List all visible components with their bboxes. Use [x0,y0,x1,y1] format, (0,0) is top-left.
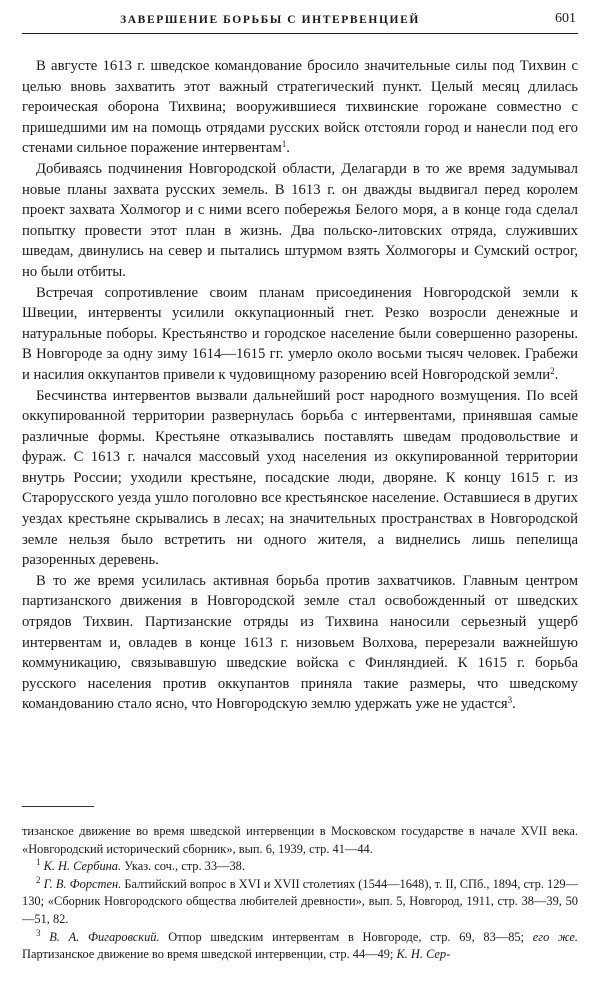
footnote-ref: 2 [550,365,555,376]
page-number: 601 [555,11,576,26]
footnote-text: Партизанское движение во время шведской интервенции, стр. 44—49; [22,947,394,962]
paragraph-text: Добиваясь подчинения Новгородской области, Делагарди в то же время задумывал новые планы захвата русских земель. В 1613 г. он дважды выдвигал перед королем проект захвата Холмогор и с ними всего побережья Белого моря, а в конце года сделал попытку провести этот план в жизнь. Два польско-литовских отряда, служивших шведам, двинулись на север и пытались штурмом взять Холмогоры и Сумский острог, но были отбиты. [22,160,578,280]
paragraph-text: В августе 1613 г. шведское командование бросило значительные силы под Тихвин с целью вновь захватить этот важный стратегический пункт. Целый месяц длилась героическая оборона Тихвина; вооружившиеся тихвинские горожане совместно с пришедшими им на помощь отрядами русских войск отстояли город и нанесли под его стенами сильное поражение интервентам [22,58,578,157]
footnote-author: К. Н. Сер- [396,947,451,962]
paragraph [22,386,578,571]
header-rule [22,33,578,34]
footnote-ref: 1 [281,139,287,150]
footnote-separator [22,806,94,807]
footnote-mark: 3 [36,927,41,938]
paragraph: В августе 1613 г. шведское командование бросило значительные силы под Тихвин с целью вновь захватить этот важный стратегический пункт. Целый месяц длилась героическая оборона Тихвина; вооружившиеся тихвинские горожане совместно с пришедшими им на помощь отрядами русских войск отстояли город и нанесли под его стенами сильное поражение интервентам$^1$. [22,58,578,157]
footnote-author: его же. [532,929,578,944]
main-text [22,56,578,715]
footnote-author: Г. В. Форстен. [43,876,122,891]
footnote-text: Балтийский вопрос в XVI и XVII столетиях (1544—1648), т. II, СПб., 1894, стр. 129—130; «Сборник Новгородского общества любителей древности», вып. 5, Новгород, 1911, стр. 38—39, 50—51, 82. [22,876,578,926]
paragraph-text: Бесчинства интервентов вызвали дальнейший рост народного возмущения. По всей оккупированной территории развернулась борьба с интервентами, принявшая самые различные формы. Крестьяне отказывались поставлять шведам продовольствие и фураж. С 1613 г. начался массовый уход населения из оккупированной территории внутрь России; уходили крестьяне, посадские люди, дворяне. К концу 1615 г. из Старорусского уезда ушло поголовно все крестьянское население. Оставшиеся в других уездах крестьяне скрывались в лесах; на значительных пространствах в Новгородской земле нельзя было встретить ни одного жителя, а виднелись лишь пепелища разоренных деревень. [22,387,578,569]
footnote-ref: 3 [507,695,513,706]
paragraph: В то же время усилилась активная борьба против захватчиков. Главным центром партизанского движения в Новгородской земле стал освобожденный от шведских отрядов Тихвин. Партизанские отряды из Тихвина наносили серьезный ущерб интервентам и, овладев в конце 1613 г. низовьем Волхова, перерезали важнейшую коммуникацию, связывавшую шведские войска с Финляндией. К 1615 г. борьба русского населения против оккупантов приняла такие размеры, что шведскому командованию стало ясно, что Новгородскую землю удержать уже не удастся$^3$. [22,572,578,713]
footnote [22,876,578,929]
footnote-author: К. Н. Сербина. [43,859,122,874]
footnote [22,858,578,876]
page-header [22,8,578,32]
paragraph [22,159,578,283]
footnote [22,929,578,964]
footnotes [22,823,578,964]
footnote-text: Отпор шведским интервентам в Новгороде, стр. 69, 83—85; [168,929,525,944]
paragraph-text: Встречая сопротивление своим планам присоединения Новгородской земли к Швеции, интервенты усилили оккупационный гнет. Резко возросли денежные и натуральные поборы. Крестьянство и городское население были совершенно разорены. В Новгороде за одну зиму 1614—1615 гг. умерло около восьми тысяч человек. Грабежи и насилия оккупантов привели к чудовищному разорению всей Новгородской земли [22,284,578,383]
paragraph: Встречая сопротивление своим планам присоединения Новгородской земли к Швеции, интервенты усилили оккупационный гнет. Резко возросли денежные и натуральные поборы. Крестьянство и городское население были совершенно разорены. В Новгороде за одну зиму 1614—1615 гг. умерло около восьми тысяч человек. Грабежи и насилия оккупантов привели к чудовищному разорению всей Новгородской земли$^2$. [22,284,578,383]
footnote-continuation: тизанское движение во время шведской интервенции в Московском государстве в начале XVII века. «Новгородский исторический сборник», вып. 6, 1939, стр. 41—44. [22,824,578,856]
footnote-text: Указ. соч., стр. 33—38. [124,859,245,874]
paragraph-text: В то же время усилилась активная борьба против захватчиков. Главным центром партизанского движения в Новгородской земле стал освобожденный от шведских отрядов Тихвин. Партизанские отряды из Тихвина наносили серьезный ущерб интервентам и, овладев в конце 1613 г. низовьем Волхова, перерезали важнейшую коммуникацию, связывавшую шведские войска с Финляндией. К 1615 г. борьба русского населения против оккупантов приняла такие размеры, что шведскому командованию стало ясно, что Новгородскую землю удержать уже не удастся [22,572,578,713]
footnote-mark: 2 [36,874,41,885]
running-title: ЗАВЕРШЕНИЕ БОРЬБЫ С ИНТЕРВЕНЦИЕЙ [120,14,420,26]
footnote-mark: 1 [36,857,41,868]
footnote-author: В. А. Фигаровский. [49,929,160,944]
